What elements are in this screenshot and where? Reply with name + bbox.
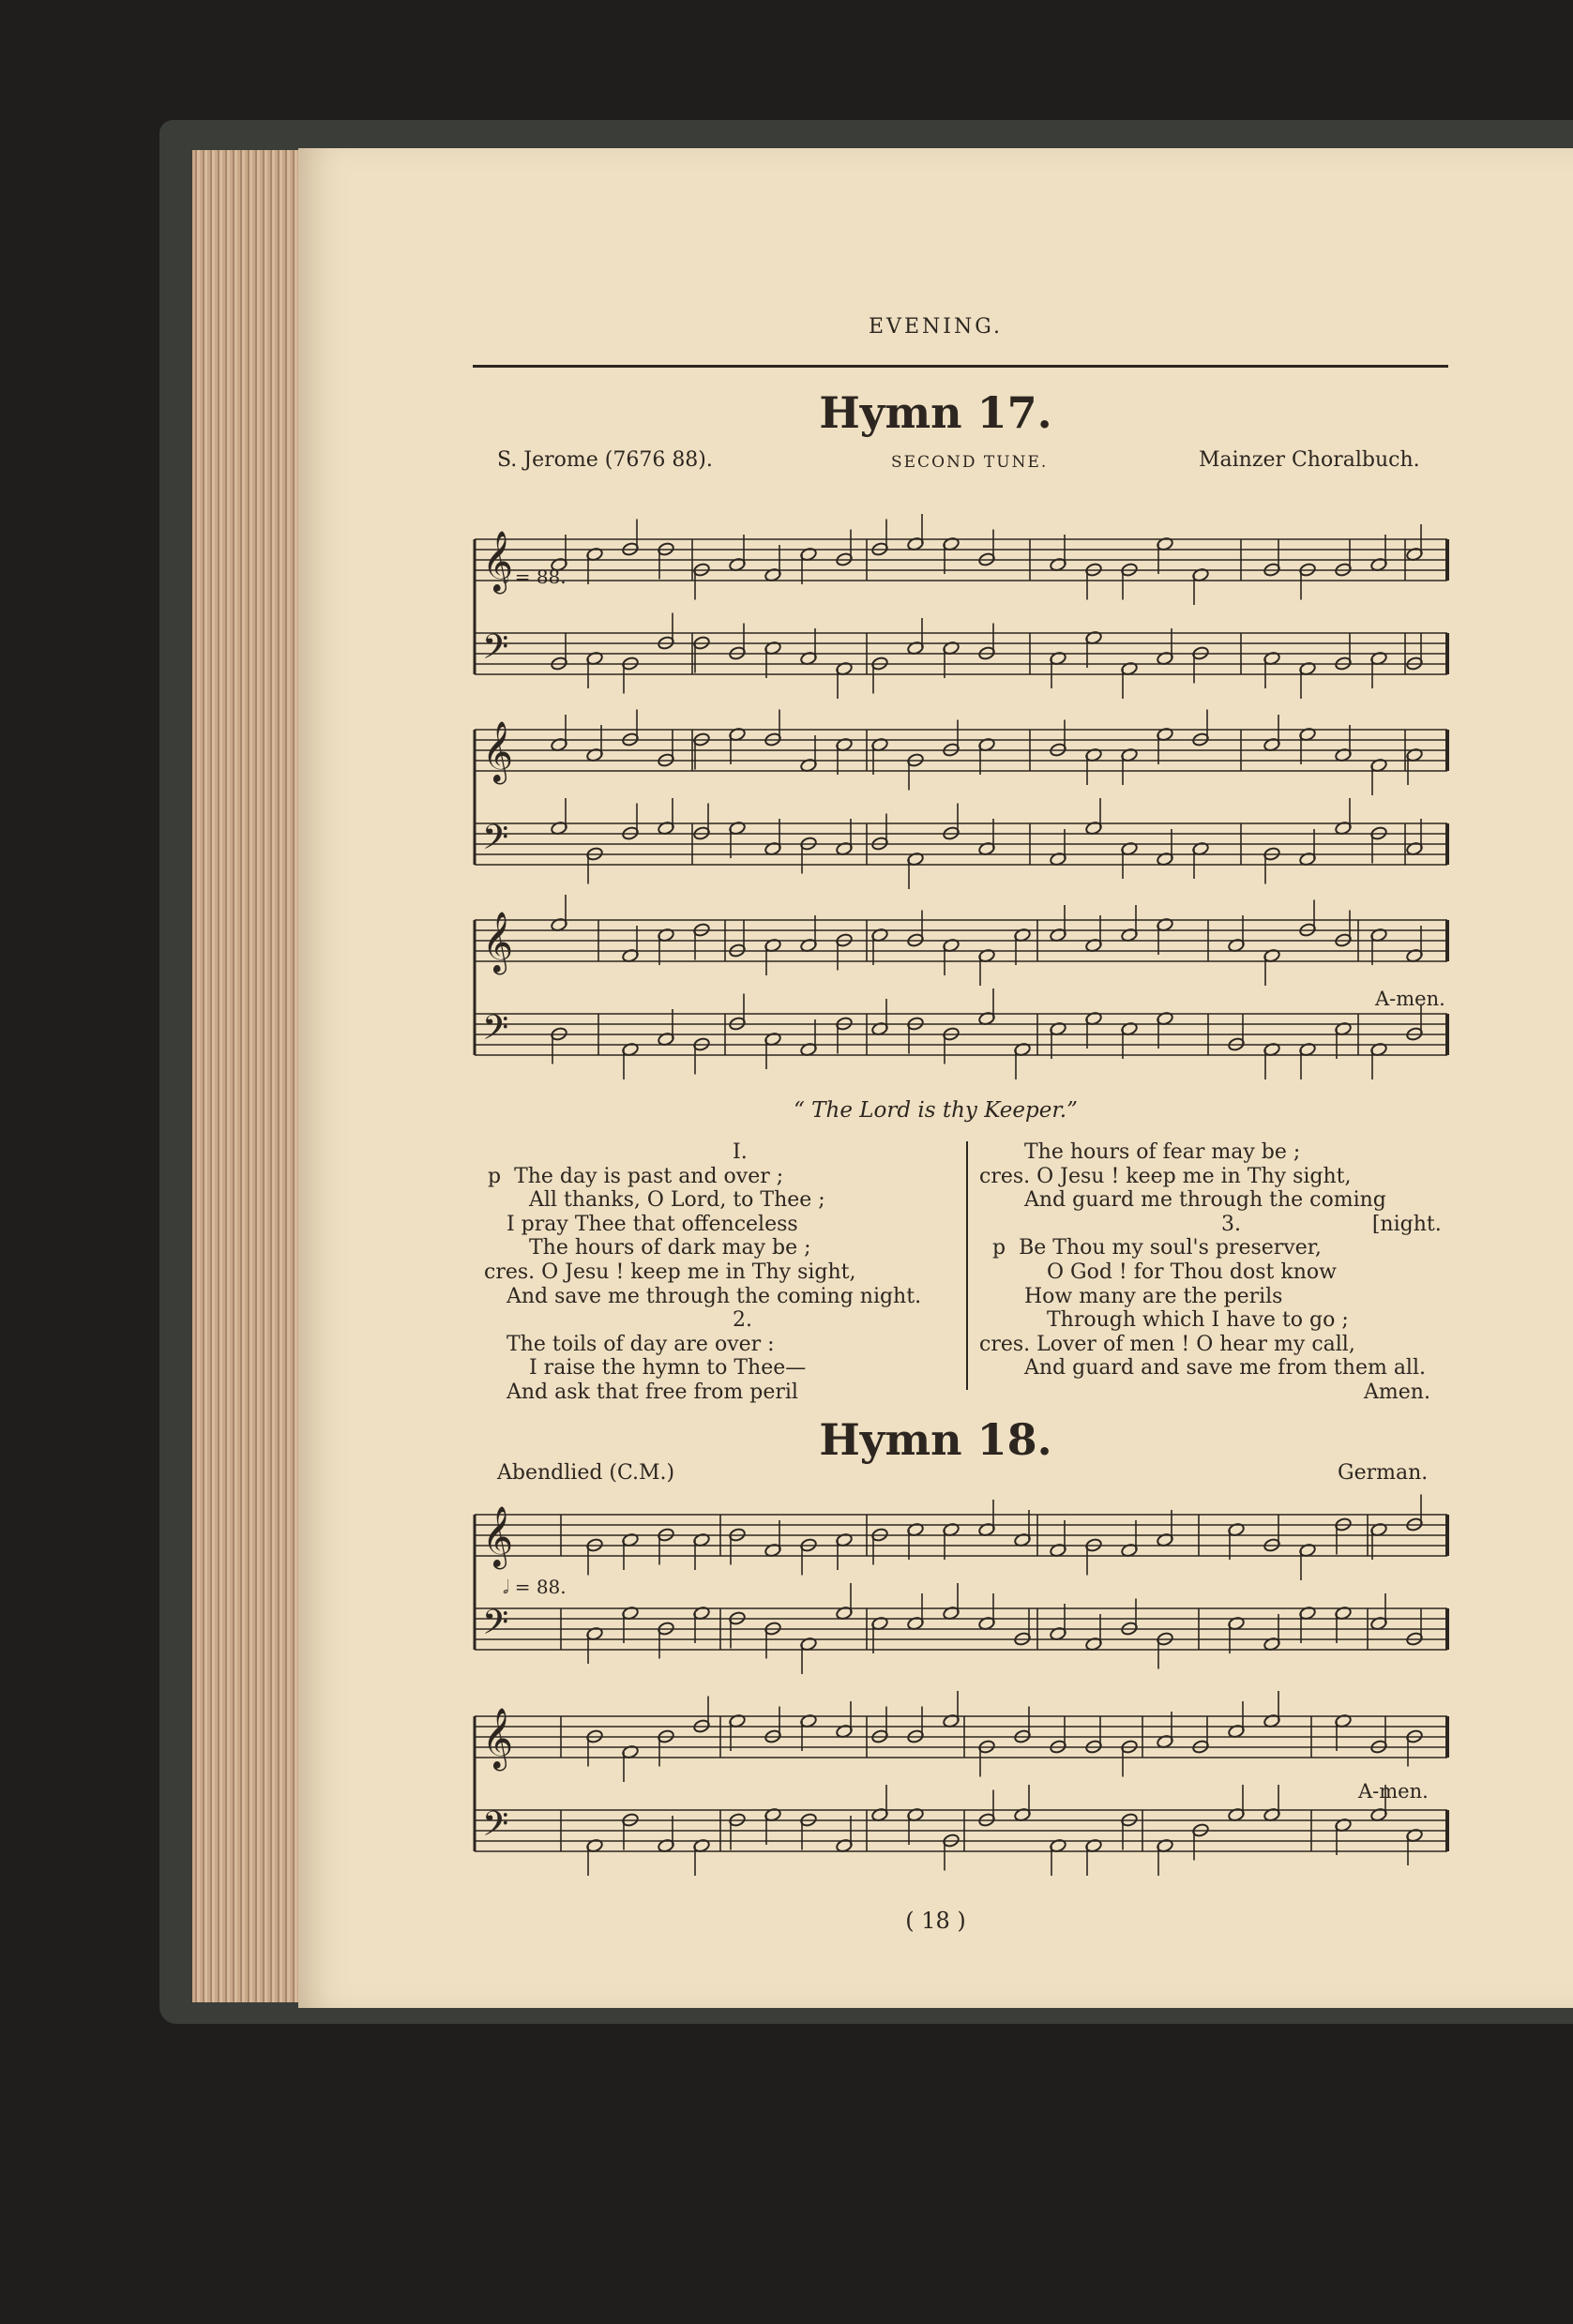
verse-line: And guard and save me from them all.	[1024, 1356, 1427, 1381]
book-page	[298, 148, 1573, 2008]
verse-line: I raise the hymn to Thee—	[529, 1356, 807, 1381]
page-edges	[192, 150, 305, 2002]
verse-line: The toils of day are over :	[507, 1332, 775, 1356]
verse-line: I.	[733, 1140, 748, 1164]
column-rule	[966, 1141, 968, 1390]
verse-line: O God ! for Thou dost know	[1047, 1260, 1337, 1284]
bass-clef: 𝄢	[482, 1804, 509, 1852]
hymn18-amen: A-men.	[1358, 1780, 1429, 1803]
hymn18-title: Hymn 18.	[819, 1414, 1052, 1465]
hymn17-verses-right	[979, 1140, 1442, 1405]
hymn17-tune: S. Jerome (7676 88).	[497, 448, 713, 472]
verse-line: Amen.	[1364, 1380, 1430, 1404]
hymn17-label: SECOND TUNE.	[891, 453, 1049, 472]
verse-line: How many are the perils	[1024, 1284, 1283, 1308]
hymn17-amen: A-men.	[1375, 988, 1445, 1010]
hymn17-tempo: 𝅗𝅥 = 88.	[503, 566, 567, 588]
hymn17-source: Mainzer Choralbuch.	[1199, 448, 1420, 472]
treble-clef: 𝄞	[482, 1708, 514, 1769]
hymn17-title: Hymn 17.	[819, 387, 1052, 438]
bass-clef: 𝄢	[482, 1008, 509, 1056]
verse-line: And save me through the coming night.	[507, 1284, 922, 1308]
hymn18-tempo: 𝅗𝅥 = 88.	[503, 1576, 567, 1598]
hymn18-source: German.	[1338, 1461, 1429, 1485]
verse-line: cres. Lover of men ! O hear my call,	[979, 1332, 1355, 1356]
treble-clef: 𝄞	[482, 912, 514, 973]
hymn17-quote: “ The Lord is thy Keeper.”	[794, 1098, 1078, 1123]
verse-line: The hours of fear may be ;	[1024, 1140, 1301, 1164]
verse-line: cres. O Jesu ! keep me in Thy sight,	[979, 1164, 1352, 1188]
bass-clef: 𝄢	[482, 627, 509, 675]
verse-line: The hours of dark may be ;	[529, 1236, 811, 1260]
verse-line: p The day is past and over ;	[488, 1164, 784, 1188]
verse-line: And guard me through the coming	[1024, 1188, 1386, 1213]
verse-line: 3. [night.	[1221, 1212, 1442, 1236]
verse-line: And ask that free from peril	[507, 1380, 798, 1404]
verse-line: Through which I have to go ;	[1047, 1308, 1349, 1333]
verse-line: cres. O Jesu ! keep me in Thy sight,	[484, 1260, 856, 1284]
page-number: ( 18 )	[905, 1908, 966, 1934]
running-head: EVENING.	[869, 315, 1003, 339]
treble-clef: 𝄞	[482, 531, 514, 592]
verse-line: p Be Thou my soul's preserver,	[992, 1236, 1322, 1260]
bass-clef: 𝄢	[482, 818, 509, 866]
verse-line: I pray Thee that offenceless	[507, 1212, 798, 1236]
music-notation	[298, 148, 1573, 2008]
treble-clef: 𝄞	[482, 721, 514, 782]
hymn17-verses-left	[484, 1140, 921, 1405]
treble-clef: 𝄞	[482, 1506, 514, 1567]
verse-line: 2.	[733, 1308, 752, 1333]
bass-clef: 𝄢	[482, 1603, 509, 1651]
verse-line: All thanks, O Lord, to Thee ;	[529, 1188, 825, 1213]
hymn18-tune: Abendlied (C.M.)	[497, 1461, 675, 1485]
